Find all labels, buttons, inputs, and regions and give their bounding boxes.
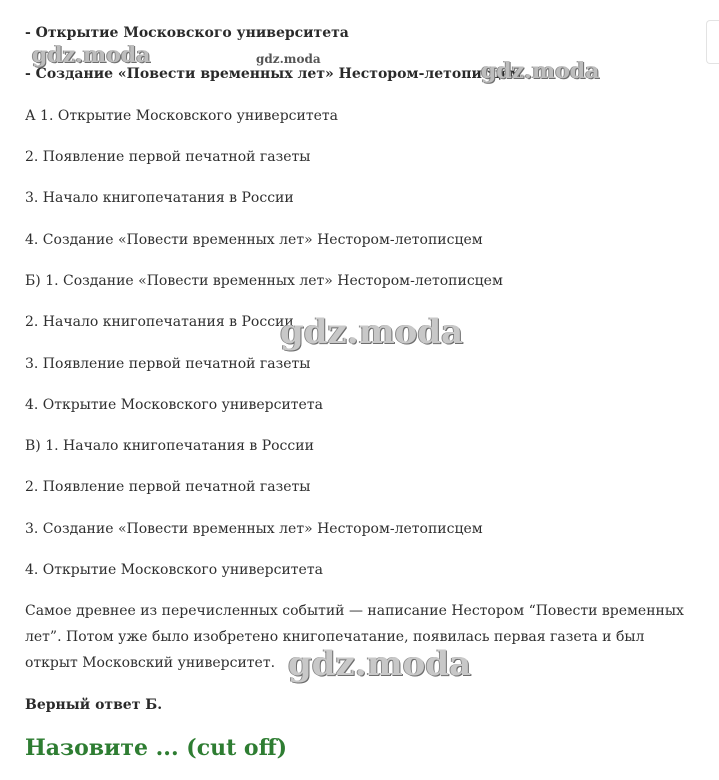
watermark-logo: gdz.moda — [481, 58, 600, 84]
intro-line-2: - Создание «Повести временных лет» Нестором-летописцем — [25, 66, 522, 82]
answer-line: Верный ответ Б. — [25, 697, 163, 713]
watermark-logo: gdz.moda — [32, 42, 151, 68]
option-v-item-1: В) 1. Начало книгопечатания в России — [25, 438, 314, 454]
option-a-item-4: 4. Создание «Повести временных лет» Нестором-летописцем — [25, 232, 483, 248]
option-v-item-2: 2. Появление первой печатной газеты — [25, 479, 311, 495]
watermark-logo: gdz.moda — [280, 312, 464, 352]
option-a-item-1: А 1. Открытие Московского университета — [25, 108, 338, 124]
watermark-logo: gdz.moda — [288, 644, 472, 684]
scroll-edge — [706, 20, 719, 64]
option-b-item-1: Б) 1. Создание «Повести временных лет» Нестором-летописцем — [25, 273, 503, 289]
option-v-item-4: 4. Открытие Московского университета — [25, 562, 323, 578]
next-question-heading: Назовите ... (cut off) — [25, 735, 288, 761]
explanation-paragraph: Самое древнее из перечисленных событий — написание Нестором “Повести временных лет”. Потом уже было изобретено книгопечатание, появилась первая газета и был открыт Московский университет. — [25, 603, 684, 671]
option-a-item-3: 3. Начало книгопечатания в России — [25, 190, 294, 206]
option-b-item-2: 2. Начало книгопечатания в России — [25, 314, 294, 330]
option-v-item-3: 3. Создание «Повести временных лет» Нестором-летописцем — [25, 521, 483, 537]
option-b-item-3: 3. Появление первой печатной газеты — [25, 356, 311, 372]
watermark-logo: gdz.moda — [256, 52, 321, 66]
option-b-item-4: 4. Открытие Московского университета — [25, 397, 323, 413]
intro-line-1: - Открытие Московского университета — [25, 25, 349, 41]
option-a-item-2: 2. Появление первой печатной газеты — [25, 149, 311, 165]
